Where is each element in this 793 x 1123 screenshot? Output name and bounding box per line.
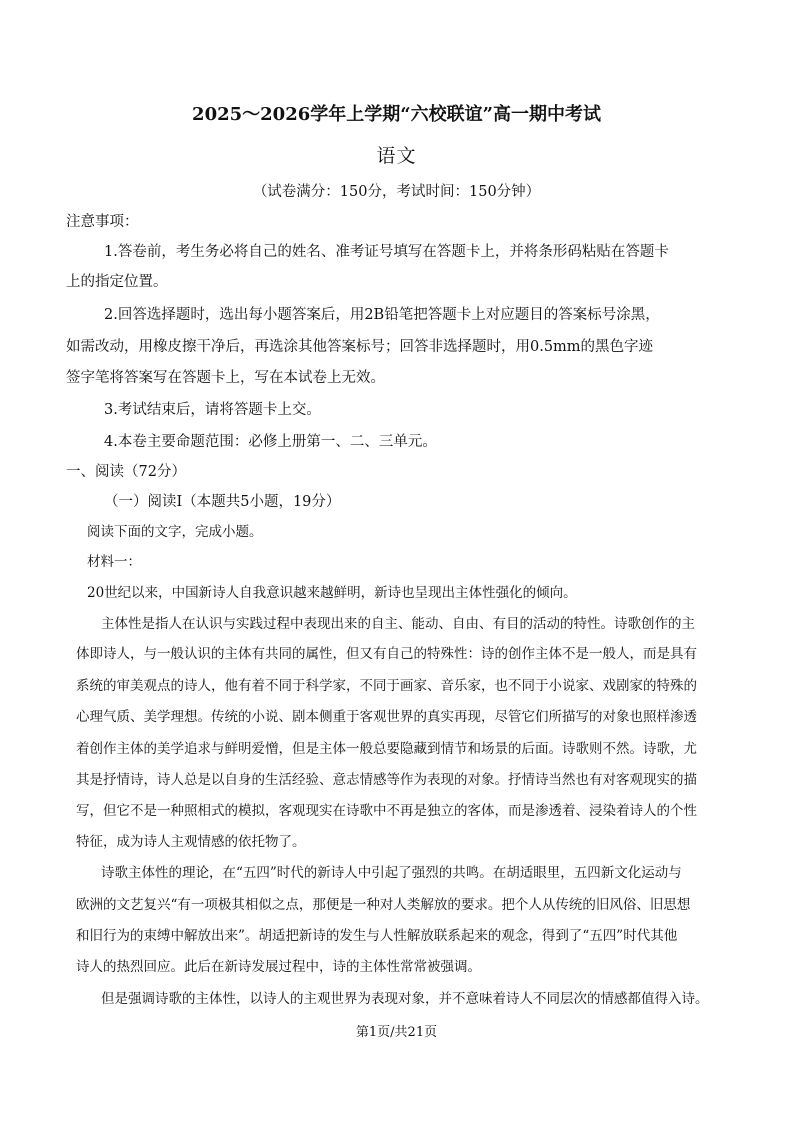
notice-line: 2.回答选择题时，选出每小题答案后，用2B铅笔把答题卡上对应题目的答案标号涂黑， (104, 307, 660, 323)
notice-line: 上的指定位置。 (66, 274, 168, 290)
passage-line: 诗歌主体性的理论，在“五四”时代的新诗人中引起了强烈的共鸣。在胡适眼里，五四新文化运动与 (101, 865, 682, 881)
passage-line: 体即诗人，与一般认识的主体有共同的属性，但又有自己的特殊性：诗的创作主体不是一般人，而是具有 (76, 646, 697, 662)
exam-info: （试卷满分：150分，考试时间：150分钟） (252, 184, 541, 200)
notice-heading: 注意事项： (66, 214, 139, 230)
notice-line: 3.考试结束后，请将答题卡上交。 (104, 402, 321, 418)
notice-line: 4.本卷主要命题范围：必修上册第一、二、三单元。 (104, 434, 437, 450)
passage-line: 心理气质、美学理想。传统的小说、剧本侧重于客观世界的真实再现，尽管它们所描写的对象也照样渗透 (76, 709, 697, 725)
section-instruction: 阅读下面的文字，完成小题。 (87, 524, 263, 540)
passage-line: 写，但它不是一种照相式的模拟，客观现实在诗歌中不再是独立的客体，而是渗透着、浸染着诗人的个性 (76, 803, 697, 819)
passage-line: 特征，成为诗人主观情感的依托物了。 (76, 834, 306, 850)
subject-title: 语文 (376, 145, 417, 167)
passage-line: 主体性是指人在认识与实践过程中表现出来的自主、能动、自由、有目的活动的特性。诗歌创作的主 (101, 616, 695, 632)
page-number: 第1页/共21页 (355, 1025, 438, 1040)
notice-line: 签字笔将答案写在答题卡上，写在本试卷上无效。 (66, 370, 385, 386)
passage-line: 但是强调诗歌的主体性，以诗人的主观世界为表现对象，并不意味着诗人不同层次的情感都值得入诗。 (101, 991, 709, 1007)
passage-line: 系统的审美观点的诗人，他有着不同于科学家，不同于画家、音乐家，也不同于小说家、戏剧家的特殊的 (76, 678, 697, 694)
section-subheading: （一）阅读I（本题共5小题，19分） (104, 494, 341, 510)
passage-line: 诗人的热烈回应。此后在新诗发展过程中，诗的主体性常常被强调。 (76, 959, 481, 975)
exam-title: 2025～2026学年上学期“六校联谊”高一期中考试 (192, 104, 601, 125)
passage-line: 20世纪以来，中国新诗人自我意识越来越鲜明，新诗也呈现出主体性强化的倾向。 (87, 585, 577, 601)
section-heading: 一、阅读（72分） (66, 464, 186, 480)
notice-line: 如需改动，用橡皮擦干净后，再选涂其他答案标号；回答非选择题时，用0.5mm的黑色字迹 (66, 339, 654, 355)
material-label: 材料一： (87, 554, 141, 570)
passage-line: 欧洲的文艺复兴“有一项极其相似之点，那便是一种对人类解放的要求。把个人从传统的旧风俗、旧思想 (76, 897, 691, 913)
notice-line: 1.答卷前，考生务必将自己的姓名、准考证号填写在答题卡上，并将条形码粘贴在答题卡 (104, 244, 669, 260)
passage-line: 其是抒情诗，诗人总是以自身的生活经验、意志情感等作为表现的对象。抒情诗当然也有对客观现实的描 (76, 772, 697, 788)
passage-line: 和旧行为的束缚中解放出来”。胡适把新诗的发生与人性解放联系起来的观念，得到了“五四”时代其他 (76, 928, 678, 944)
passage-line: 着创作主体的美学追求与鲜明爱憎，但是主体一般总要隐藏到情节和场景的后面。诗歌则不然。诗歌，尤 (76, 741, 697, 757)
